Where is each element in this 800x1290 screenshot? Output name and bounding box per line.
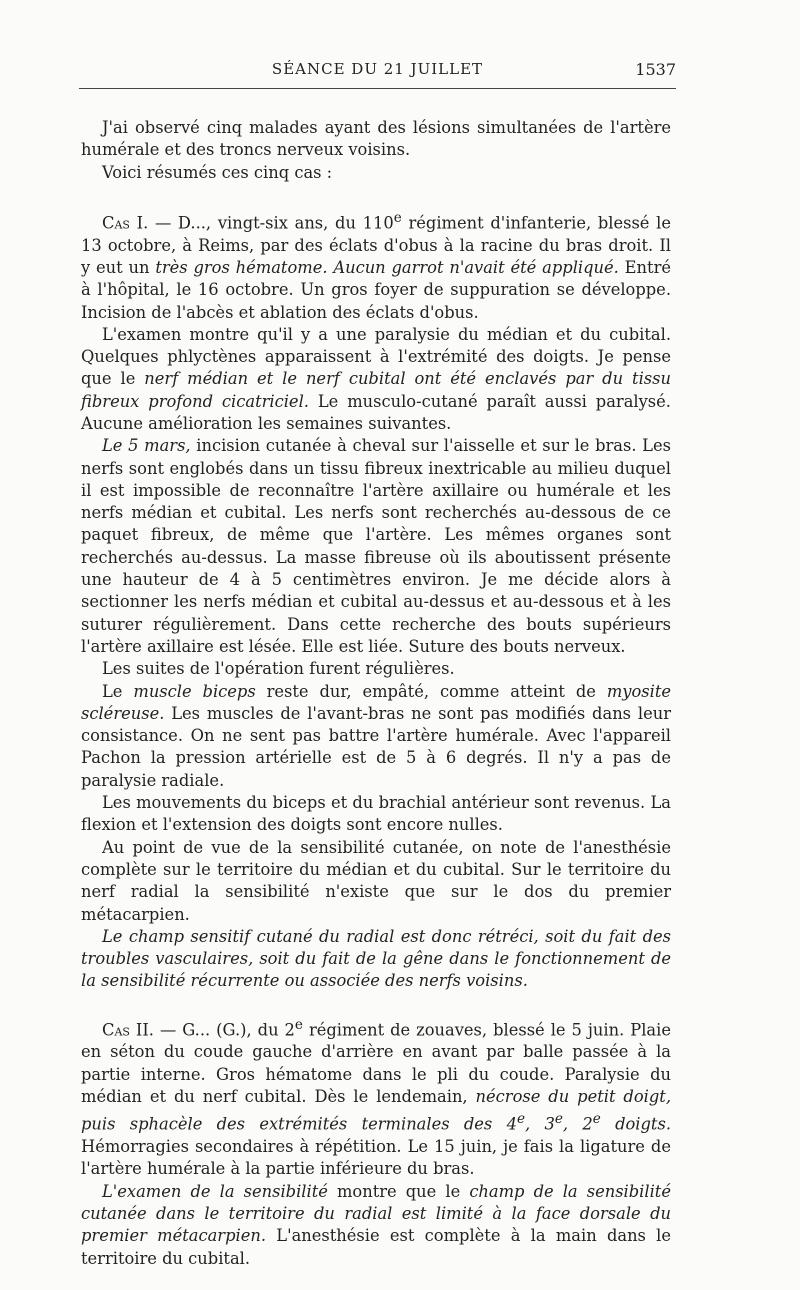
case-2-heading [81,1014,671,1181]
text-run: Le 5 mars, [102,436,191,456]
text-run: incision cutanée à cheval sur l'aisselle et sur le bras. Les nerfs sont englobés dans un tissu fibreux inextricable au milieu duquel il est impossible de reconnaître l'artère axillaire ou humérale et les nerfs médian et cubital. Les nerfs sont recherchés au-dessous de ce paquet fibreux, de même que l'artère. Les mêmes organes sont recherchés au-dessus. La masse fibreuse où ils aboutissent présente une hauteur de 4 à 5 centimètres environ. Je me décide alors à sectionner les nerfs médian et cubital au-dessus et au-dessous et à les suturer régulièrement. Dans cette recherche des bouts supérieurs l'artère axillaire est lésée. Elle est liée. Suture des bouts nerveux. [81,436,671,656]
text-run: e [554,1111,563,1128]
text-run: myosite scléreuse. [81,681,672,723]
text-run: Cas I. [102,213,149,233]
text-run: régiment d'infanterie, blessé le 13 octobre, à Reims, par des éclats d'obus à la racine du bras droit. Il y eut un [81,213,671,277]
text-run: — G... (G.), du 2 [153,1020,295,1040]
text-run: régiment de zouaves, blessé le 5 juin. Plaie en séton du coude gauche d'arrière en avant par balle passée à la partie interne. Gros hématome dans le pli du coude. Paralysie du médian et du nerf cubital. Dès le lendemain, [81,1020,671,1107]
text-run: e [516,1111,525,1128]
text-run: nécrose du petit doigt, puis sphacèle des extrémités terminales des 4 [81,1087,671,1134]
case-1-sensibility [81,837,671,926]
text-run: Les muscles de l'avant-bras ne sont pas modifiés dans leur consistance. On ne sent pas battre l'artère humérale. Avec l'appareil Pachon la pression artérielle est de 5 à 6 degrés. Il n'y a pas de paralysie radiale. [81,703,671,790]
text-run: montre que le [327,1181,470,1201]
text-run: e [294,1016,303,1033]
case-1-operation [81,435,671,658]
text-run: L'examen montre qu'il y a une paralysie du médian et du cubital. Quelques phlyctènes apparaissent à l'extrémité des doigts. Je pense que le [81,324,671,389]
paragraph-intro [81,117,671,162]
text-run: L'examen de la sensibilité [102,1181,328,1201]
paragraph-intro-summary [81,162,671,184]
text-run: Le musculo-cutané paraît aussi paralysé. Aucune amélioration les semaines suivantes. [81,391,671,433]
body-text [81,117,671,1270]
text-run: Le [102,681,134,701]
text-run: e [393,209,402,226]
text-run: , 2 [562,1114,593,1134]
text-run: Voici résumés ces cinq cas : [102,162,333,182]
text-run: Hémorragies secondaires à répétition. Le 15 juin, je fais la ligature de l'artère humérale à la partie inférieure du bras. [81,1137,671,1179]
running-title: SÉANCE DU 21 JUILLET [271,60,484,78]
text-run: reste dur, empâté, comme atteint de [255,681,607,701]
text-run: Les mouvements du biceps et du brachial antérieur sont revenus. La flexion et l'extension des doigts sont encore nulles. [81,793,671,835]
text-run: L'anesthésie est complète à la main dans le territoire du cubital. [81,1226,672,1268]
case-1-biceps [81,681,671,792]
text-run: Entré à l'hôpital, le 16 octobre. Un gros foyer de suppuration se développe. Incision de l'abcès et ablation des éclats d'obus. [81,257,671,322]
text-run: Le champ sensitif cutané du radial est donc rétréci, soit du fait des troubles vasculaires, soit du fait de la gêne dans le fonctionnement de la sensibilité récurrente ou associée des nerfs voisins. [81,926,671,991]
text-run: doigts. [600,1114,672,1134]
text-run: nerf médian et le nerf cubital ont été enclavés par du tissu fibreux profond cicatriciel. [81,369,671,411]
case-1-examination [81,324,671,435]
case-1-conclusion [81,926,671,993]
text-run: muscle biceps [133,681,256,701]
text-run: Cas II. [102,1020,154,1040]
case-1-heading [81,207,671,324]
case-2-examination [81,1181,671,1270]
page-number: 1537 [635,60,676,79]
text-run: champ de la sensibilité cutanée dans le territoire du radial est limité à la face dorsale du premier métacarpien. [81,1181,671,1246]
text-run: Au point de vue de la sensibilité cutanée, on note de l'anesthésie complète sur le territoire du médian et du cubital. Sur le territoire du nerf radial la sensibilité n'existe que sur le dos du premier métacarpien. [81,837,671,924]
text-run: — D..., vingt-six ans, du 110 [148,213,394,233]
page-header [79,60,676,89]
text-run: , 3 [525,1114,555,1134]
text-run: Les suites de l'opération furent régulières. [102,659,455,679]
case-1-outcome [81,658,671,680]
text-run: e [592,1111,601,1128]
text-run: J'ai observé cinq malades ayant des lésions simultanées de l'artère humérale et des troncs nerveux voisins. [81,118,671,160]
text-run: très gros hématome. Aucun garrot n'avait été appliqué. [155,257,619,277]
case-1-movements [81,792,671,837]
